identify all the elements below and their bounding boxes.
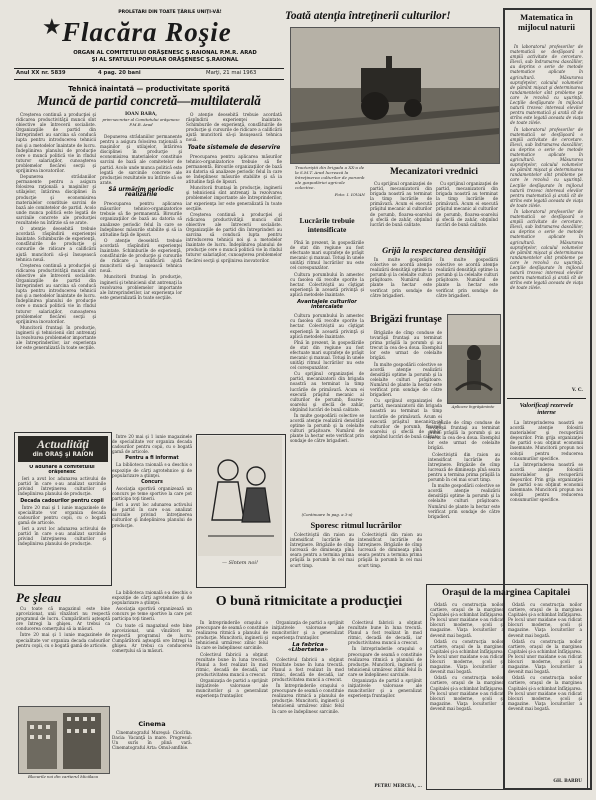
bestart-headline: Pe şleau	[16, 590, 62, 605]
cinema-headline: Cinema	[138, 720, 166, 728]
mechanizers-col-1: Cu sprijinul organizaţiei de partid, mecanizatorii din brigada noastră au terminat la timp lucrările de primăvară. Acum ei execută prăşitul mecanic al culturilor de porumb, floarea-soarelui şi sfeclă de zahăr, obţinînd lucrări de bună calitate.	[370, 181, 432, 227]
plan-subhead: Avantajele culturilor intercalate	[297, 299, 357, 311]
sidebar-signature: V. C.	[571, 388, 583, 393]
front-author-block	[100, 112, 182, 132]
photo-credit: Foto: I. IOVAN	[334, 192, 365, 198]
cartoon-drawing	[198, 436, 282, 556]
capital-headline: Oraşul de la marginea Capitalei	[441, 588, 571, 598]
rhythm-headline: Sporesc ritmul lucrărilor	[310, 520, 402, 530]
issue-line	[16, 70, 284, 78]
bottom-subhead: La fabrica «Libertatea»	[287, 642, 328, 654]
actualitati-item-1-title: O adunare a comitetului orăşenesc	[29, 465, 95, 476]
masthead-rule	[14, 68, 284, 69]
bottom-author: PETRU MERCEA, ...	[374, 784, 422, 789]
sidebar-title: Matematica în mijlocul naturii	[518, 12, 575, 32]
sidebar-body-2: La întreprinderea noastră se acordă atenţie folosirii materialelor şi recuperării deşeurilor. Prin grija organizaţiei de partid s-au obţinut economii însemnate. Muncitorii propun noi soluţii pentru reducerea consumurilor specifice. La întreprinderea noastră se acordă atenţie folosirii materialelor şi recuperării deşeurilor. Prin grija organizaţiei de partid s-au obţinut economii însemnate. Muncitorii propun noi soluţii pentru reducerea consumurilor specifice.	[510, 420, 583, 503]
front-subhead-2: Toate sistemele de deservire	[187, 144, 281, 151]
bottom-col-2: Organizaţia de partid a sprijinit iniţiativele valoroase ale muncitorilor şi a generalizat experienţa fruntaşilor. La fabrica «Libertatea» Colectivul fabricii a obţinut rezultate bune în luna trecută. Planul a fost realizat în mod ritmic, decadă de decadă, iar productivitatea muncii a crescut. În întreprinderile oraşului o preocupare de seamă o constituie realizarea ritmică a planului de producţie. Muncitorii, inginerii şi tehnicienii urmăresc zilnic felul în care se îndeplinesc sarcinile.	[272, 620, 344, 714]
density-headline: Grijă la respectarea densităţii	[382, 245, 486, 255]
actualitati-item-4-title: Concurs	[141, 479, 163, 485]
bottom-main-headline: O bună ritmicitate a producţiei	[215, 594, 403, 609]
tractor-photo	[290, 27, 500, 164]
front-col-2: Depunerea strădaniilor permanente pentru a asigura folosirea raţională a maşinilor şi utilajelor, întărirea disciplinei în producţie şi economisirea materialelor constituie sarcini de bază ale comitetelor de partid. Acolo unde munca politică este legată de sarcinile concrete ale producţiei rezultatele nu întîrzie să se arate. Să urmărim periodic realizările Preocuparea pentru aplicarea măsurilor tehnico-organizatorice trebuie să fie permanentă. Birourile organizaţiilor de bază au datoria să analizeze periodic felul în care se îndeplinesc măsurile stabilite şi să ia atitudine faţă de lipsuri. O atenţie deosebită trebuie acordată răspîndirii experienţei înaintate. Schimburile de experienţă, consfătuirile de producţie şi cursurile de ridicare a calificării ajută muncitorii să-şi însuşească tehnica nouă. Muncitorii fruntaşi în producţie, inginerii şi tehnicienii sînt antrenaţi la rezolvarea problemelor importante ale întreprinderilor, iar experienţa lor este generalizată în toate secţiile.	[100, 134, 182, 300]
capital-author: GH. BARBU	[553, 779, 582, 784]
masthead-subtitle-2: ŞI AL SFATULUI POPULAR ORĂŞENESC Ş.RAIONAL	[91, 57, 239, 63]
sidebar-divider	[507, 398, 586, 399]
actualitati-title: Actualităţi	[36, 437, 89, 451]
sidebar-title-2: Valorificaţi rezervele interne	[519, 402, 574, 416]
capital-col-1: Odată cu construcţia noilor cartiere, oraşul de la marginea Capitalei şi-a schimbat înfăţişarea. Pe locul unor maidane s-au ridicat blocuri moderne, şcoli şi magazine. Viaţa locuitorilor a devenit mai bogată. Odată cu construcţia noilor cartiere, oraşul de la marginea Capitalei şi-a schimbat înfăţişarea. Pe locul unor maidane s-au ridicat blocuri moderne, şcoli şi magazine. Viaţa locuitorilor a devenit mai bogată. Odată cu construcţia noilor cartiere, oraşul de la marginea Capitalei şi-a schimbat înfăţişarea. Pe locul unor maidane s-au ridicat blocuri moderne, şcoli şi magazine. Viaţa locuitorilor a devenit mai bogată.	[430, 602, 504, 711]
bestart-body: Cu toate că magazinul este bine aprovizionat, unii vînzători nu respectă programul de lucru. Cumpărătorii aşteaptă ore întregi la ghişeu. Ar trebui ca conducerea comerţului să ia măsuri. Între 20 mai şi 1 iunie magazinele de specialitate vor organiza decada cadourilor pentru copii, cu o bogată gamă de articole.	[16, 606, 110, 648]
fertilizer-photo-image	[448, 315, 500, 403]
front-headline: Muncă de partid concretă—multilaterală	[37, 93, 261, 108]
tractor-photo-image	[291, 28, 499, 163]
actualitati-col-2: Între 20 mai şi 1 iunie magazinele de specialitate vor organiza decada cadourilor pentru copii, cu o bogată gamă de articole. Pentru a fi informat La biblioteca raională s-a deschis o expoziţie de cărţi agrotehnice şi de popularizare a ştiinţei. Concurs Asociaţia sportivă organizează un concurs pe teme sportive la care pot participa toţi tinerii. Ieri a avut loc adunarea activului de partid în care s-au analizat sarcinile privind întreţinerea culturilor şi îndeplinirea planului de producţie.	[112, 434, 192, 528]
plan-headline: Lucrările trebuie intensificate	[299, 216, 355, 234]
issue-date: Marţi, 21 mai 1963	[206, 70, 257, 76]
actualitati-col-1: O adunare a comitetului orăşenesc Ieri a avut loc adunarea activului de partid în care s-au analizat sarcinile privind întreţinerea culturilor şi îndeplinirea planului de producţie. Decada cadourilor pentru copii Între 20 mai şi 1 iunie magazinele de specialitate vor organiza decada cadourilor pentru copii, cu o bogată gamă de articole. Ieri a avut loc adunarea activului de partid în care s-au analizat sarcinile privind întreţinerea culturilor şi îndeplinirea planului de producţie.	[18, 465, 106, 547]
middle-left-col: La biblioteca raională s-a deschis o expoziţie de cărţi agrotehnice şi de popularizare a ştiinţei. Asociaţia sportivă organizează un concurs pe teme sportive la care pot participa toţi tinerii. Cu toate că magazinul este bine aprovizionat, unii vînzători nu respectă programul de lucru. Cumpărătorii aşteaptă ore întregi la ghişeu. Ar trebui ca conducerea comerţului să ia măsuri.	[112, 590, 192, 654]
capital-col-2: Odată cu construcţia noilor cartiere, oraşul de la marginea Capitalei şi-a schimbat înfăţişarea. Pe locul unor maidane s-au ridicat blocuri moderne, şcoli şi magazine. Viaţa locuitorilor a devenit mai bogată. Odată cu construcţia noilor cartiere, oraşul de la marginea Capitalei şi-a schimbat înfăţişarea. Pe locul unor maidane s-au ridicat blocuri moderne, şcoli şi magazine. Viaţa locuitorilor a devenit mai bogată. Odată cu construcţia noilor cartiere, oraşul de la marginea Capitalei şi-a schimbat înfăţişarea. Pe locul unor maidane s-au ridicat blocuri moderne, şcoli şi magazine. Viaţa locuitorilor a devenit mai bogată.	[508, 602, 582, 711]
blocks-photo-caption: Blocurile noi din cartierul Micălaca	[28, 774, 98, 779]
actualitati-item-3-title: Pentru a fi informat	[125, 456, 179, 462]
cinema-body: Cinematograful Mureşul: Ciocîrlia. Dacia: Vacanţă la mare. Progresul: Un surîs în plină vară. Cinematograful Arta: Omul-amfibie.	[112, 730, 192, 751]
issue-rule	[14, 79, 284, 80]
right-upper-col: Brigăzile de cîmp conduse de tovarăşii fruntaşi au terminat prima prăşilă la porumb şi au trecut la cea de-a doua. Exemplul lor este urmat de celelalte brigăzi. Colectiviştii din raion au intensificat lucrările de întreţinere. Brigăzile de cîmp lucrează de dimineaţa pînă seara pentru a termina prima prăşilă la porumb în cel mai scurt timp. În multe gospodării colective se acordă atenţie realizării densităţii optime la porumb şi la celelalte culturi prăşitoare. Numărul de plante la hectar este verificat prin sondaje de către brigadieri.	[428, 420, 500, 519]
masthead-subtitle-1: ORGAN AL COMITETULUI ORĂŞENESC Ş.RAIONAL P.M.R. ARAD	[73, 50, 257, 56]
front-subhead-1: Să urmărim periodic realizările	[108, 186, 174, 199]
banner-headline: Toată atenţia întreţinerii culturilor!	[285, 10, 451, 22]
front-kicker: Tehnică înaintată — productivitate sporită	[68, 85, 230, 93]
star-emblem-icon: ★	[42, 15, 62, 40]
density-col-2: În multe gospodării colective se acordă atenţie realizării densităţii optime la porumb şi la celelalte culturi prăşitoare. Numărul de plante la hectar este verificat prin sondaje de către brigadieri.	[436, 257, 498, 298]
rhythm-col-2: Colectiviştii din raion au intensificat lucrările de întreţinere. Brigăzile de cîmp lucrează de dimineaţa pînă seara pentru a termina prima prăşilă la porumb în cel mai scurt timp.	[358, 532, 422, 568]
front-author: IOAN BABA,	[124, 112, 157, 117]
brigades-body: Brigăzile de cîmp conduse de tovarăşii fruntaşi au terminat prima prăşilă la porumb şi au trecut la cea de-a doua. Exemplul lor este urmat de celelalte brigăzi. În multe gospodării colective se acordă atenţie realizării densităţii optime la porumb şi la celelalte culturi prăşitoare. Numărul de plante la hectar este verificat prin sondaje de către brigadieri. Cu sprijinul organizaţiei de partid, mecanizatorii din brigada noastră au terminat la timp lucrările de primăvară. Acum ei execută prăşitul mecanic al culturilor de porumb, floarea-soarelui şi sfeclă de zahăr, obţinînd lucrări de bună calitate.	[370, 330, 442, 439]
front-author-role: prim-secretar al Comitetului orăşenesc P.M.R. Arad	[102, 117, 180, 127]
blocks-photo-image	[19, 707, 109, 773]
photo-caption-text: Tractoriştii din brigada a XX-a de la S.M.T. Arad lucrează la întreţinerea culturilor de porumb ale gospodăriei agricole colective.	[295, 165, 365, 191]
sidebar-body: În laboratorul profesorilor de matematică se desfăşoară o amplă activitate de cercetare. Elevii, sub îndrumarea dascălilor, au deprins o serie de metode matematice aplicate în agricultură. Măsurarea suprafeţelor, calculul volumelor de pămînt mişcat şi determinarea randamentelor sînt probleme pe care le rezolvă cu uşurinţă. Lecţiile desfăşurate în mijlocul naturii trezesc interesul elevilor pentru matematică şi arată cît de strîns este legată aceasta de viaţa de toate zilele. În laboratorul profesorilor de matematică se desfăşoară o amplă activitate de cercetare. Elevii, sub îndrumarea dascălilor, au deprins o serie de metode matematice aplicate în agricultură. Măsurarea suprafeţelor, calculul volumelor de pămînt mişcat şi determinarea randamentelor sînt probleme pe care le rezolvă cu uşurinţă. Lecţiile desfăşurate în mijlocul naturii trezesc interesul elevilor pentru matematică şi arată cît de strîns este legată aceasta de viaţa de toate zilele. În laboratorul profesorilor de matematică se desfăşoară o amplă activitate de cercetare. Elevii, sub îndrumarea dascălilor, au deprins o serie de metode matematice aplicate în agricultură. Măsurarea suprafeţelor, calculul volumelor de pămînt mişcat şi determinarea randamentelor sînt probleme pe care le rezolvă cu uşurinţă. Lecţiile desfăşurate în mijlocul naturii trezesc interesul elevilor pentru matematică şi arată cît de strîns este legată aceasta de viaţa de toate zilele.	[510, 44, 583, 291]
front-col-1: Creşterea continuă a producţiei şi ridicarea productivităţii muncii sînt obiective ale întrecerii socialiste. Organizaţiile de partid din întreprinderi au sarcina să conducă lupta pentru introducerea tehnicii noi şi a metodelor înaintate de lucru. Îndeplinirea planului de producţie cere o muncă politică vie în rîndul tuturor salariaţilor, cunoaşterea problemelor fiecărei secţii şi sprijinirea inovatorilor. Depunerea strădaniilor permanente pentru a asigura folosirea raţională a maşinilor şi utilajelor, întărirea disciplinei în producţie şi economisirea materialelor constituie sarcini de bază ale comitetelor de partid. Acolo unde munca politică este legată de sarcinile concrete ale producţiei rezultatele nu întîrzie să se arate. O atenţie deosebită trebuie acordată răspîndirii experienţei înaintate. Schimburile de experienţă, consfătuirile de producţie şi cursurile de ridicare a calificării ajută muncitorii să-şi însuşească tehnica nouă. Creşterea continuă a producţiei şi ridicarea productivităţii muncii sînt obiective ale întrecerii socialiste. Organizaţiile de partid din întreprinderi au sarcina să conducă lupta pentru introducerea tehnicii noi şi a metodelor înaintate de lucru. Îndeplinirea planului de producţie cere o muncă politică vie în rîndul tuturor salariaţilor, cunoaşterea problemelor fiecărei secţii şi sprijinirea inovatorilor. Muncitorii fruntaşi în producţie, inginerii şi tehnicienii sînt antrenaţi la rezolvarea problemelor importante ale întreprinderilor, iar experienţa lor este generalizată în toate secţiile.	[16, 112, 96, 351]
pages-price: 4 pag. 20 bani	[98, 70, 141, 76]
rhythm-col-1: Colectiviştii din raion au intensificat lucrările de întreţinere. Brigăzile de cîmp lucrează de dimineaţa pînă seara pentru a termina prima prăşilă la porumb în cel mai scurt timp.	[290, 532, 354, 568]
plan-body: Pînă în prezent, în gospodăriile de stat din regiune au fost efectuate mari suprafeţe de prăşit mecanic şi manual. Totuşi în unele unităţi ritmul lucrărilor nu este cel corespunzător. Cultura porumbului în amestec cu fasolea dă recolte sporite la hectar. Colectiviştii au cîştigat experienţă în această privinţă şi aplică metodele înaintate. Avantajele culturilor intercalate Cultura porumbului în amestec cu fasolea dă recolte sporite la hectar. Colectiviştii au cîştigat experienţă în această privinţă şi aplică metodele înaintate. Pînă în prezent, în gospodăriile de stat din regiune au fost efectuate mari suprafeţe de prăşit mecanic şi manual. Totuşi în unele unităţi ritmul lucrărilor nu este cel corespunzător. Cu sprijinul organizaţiei de partid, mecanizatorii din brigada noastră au terminat la timp lucrările de primăvară. Acum ei execută prăşitul mecanic al culturilor de porumb, floarea-soarelui şi sfeclă de zahăr, obţinînd lucrări de bună calitate. În multe gospodării colective se acordă atenţie realizării densităţii optime la porumb şi la celelalte culturi prăşitoare. Numărul de plante la hectar este verificat prin sondaje de către brigadieri.	[290, 240, 364, 444]
bottom-col-1: În întreprinderile oraşului o preocupare de seamă o constituie realizarea ritmică a planului de producţie. Muncitorii, inginerii şi tehnicienii urmăresc zilnic felul în care se îndeplinesc sarcinile. Colectivul fabricii a obţinut rezultate bune în luna trecută. Planul a fost realizat în mod ritmic, decadă de decadă, iar productivitatea muncii a crescut. Organizaţia de partid a sprijinit iniţiativele valoroase ale muncitorilor şi a generalizat experienţa fruntaşilor.	[196, 620, 268, 699]
actualitati-subtitle: din ORAŞ şi RAION	[32, 452, 94, 458]
actualitati-item-2-title: Decada cadourilor pentru copii	[20, 498, 104, 504]
continuation-note: (Continuare în pag. a 3-a)	[301, 512, 353, 517]
density-col-1: În multe gospodării colective se acordă atenţie realizării densităţii optime la porumb şi la celelalte culturi prăşitoare. Numărul de plante la hectar este verificat prin sondaje de către brigadieri.	[370, 257, 432, 298]
blocks-photo	[18, 706, 110, 774]
actualitati-header	[18, 436, 108, 462]
issue-number: Anul XX nr. 5839	[16, 70, 66, 76]
photo-caption	[295, 165, 365, 215]
brigades-headline: Brigăzi fruntaşe	[370, 314, 442, 325]
mechanizers-col-2: Cu sprijinul organizaţiei de partid, mecanizatorii din brigada noastră au terminat la timp lucrările de primăvară. Acum ei execută prăşitul mecanic al culturilor de porumb, floarea-soarelui şi sfeclă de zahăr, obţinînd lucrări de bună calitate.	[436, 181, 498, 227]
front-col-3: O atenţie deosebită trebuie acordată răspîndirii experienţei înaintate. Schimburile de experienţă, consfătuirile de producţie şi cursurile de ridicare a calificării ajută muncitorii să-şi însuşească tehnica nouă. Toate sistemele de deservire Preocuparea pentru aplicarea măsurilor tehnico-organizatorice trebuie să fie permanentă. Birourile organizaţiilor de bază au datoria să analizeze periodic felul în care se îndeplinesc măsurile stabilite şi să ia atitudine faţă de lipsuri. Muncitorii fruntaşi în producţie, inginerii şi tehnicienii sînt antrenaţi la rezolvarea problemelor importante ale întreprinderilor, iar experienţa lor este generalizată în toate secţiile. Creşterea continuă a producţiei şi ridicarea productivităţii muncii sînt obiective ale întrecerii socialiste. Organizaţiile de partid din întreprinderi au sarcina să conducă lupta pentru introducerea tehnicii noi şi a metodelor înaintate de lucru. Îndeplinirea planului de producţie cere o muncă politică vie în rîndul tuturor salariaţilor, cunoaşterea problemelor fiecărei secţii şi sprijinirea inovatorilor.	[186, 112, 282, 263]
fertilizer-photo-caption: Aplicare îngrăşăminte	[451, 404, 495, 409]
newspaper-title: Flacăra Roşie	[62, 17, 232, 47]
bottom-col-3: Colectivul fabricii a obţinut rezultate bune în luna trecută. Planul a fost realizat în mod ritmic, decadă de decadă, iar productivitatea muncii a crescut. În întreprinderile oraşului o preocupare de seamă o constituie realizarea ritmică a planului de producţie. Muncitorii, inginerii şi tehnicienii urmăresc zilnic felul în care se îndeplinesc sarcinile. Organizaţia de partid a sprijinit iniţiativele valoroase ale muncitorilor şi a generalizat experienţa fruntaşilor.	[348, 620, 422, 699]
cartoon-caption: — Sîntem noi!	[222, 560, 258, 566]
motto: PROLETARI DIN TOATE ŢĂRILE UNIŢI-VĂ!	[118, 10, 222, 15]
fertilizer-photo	[447, 314, 501, 404]
mechanizers-headline: Mecanizatori vrednici	[389, 167, 479, 177]
